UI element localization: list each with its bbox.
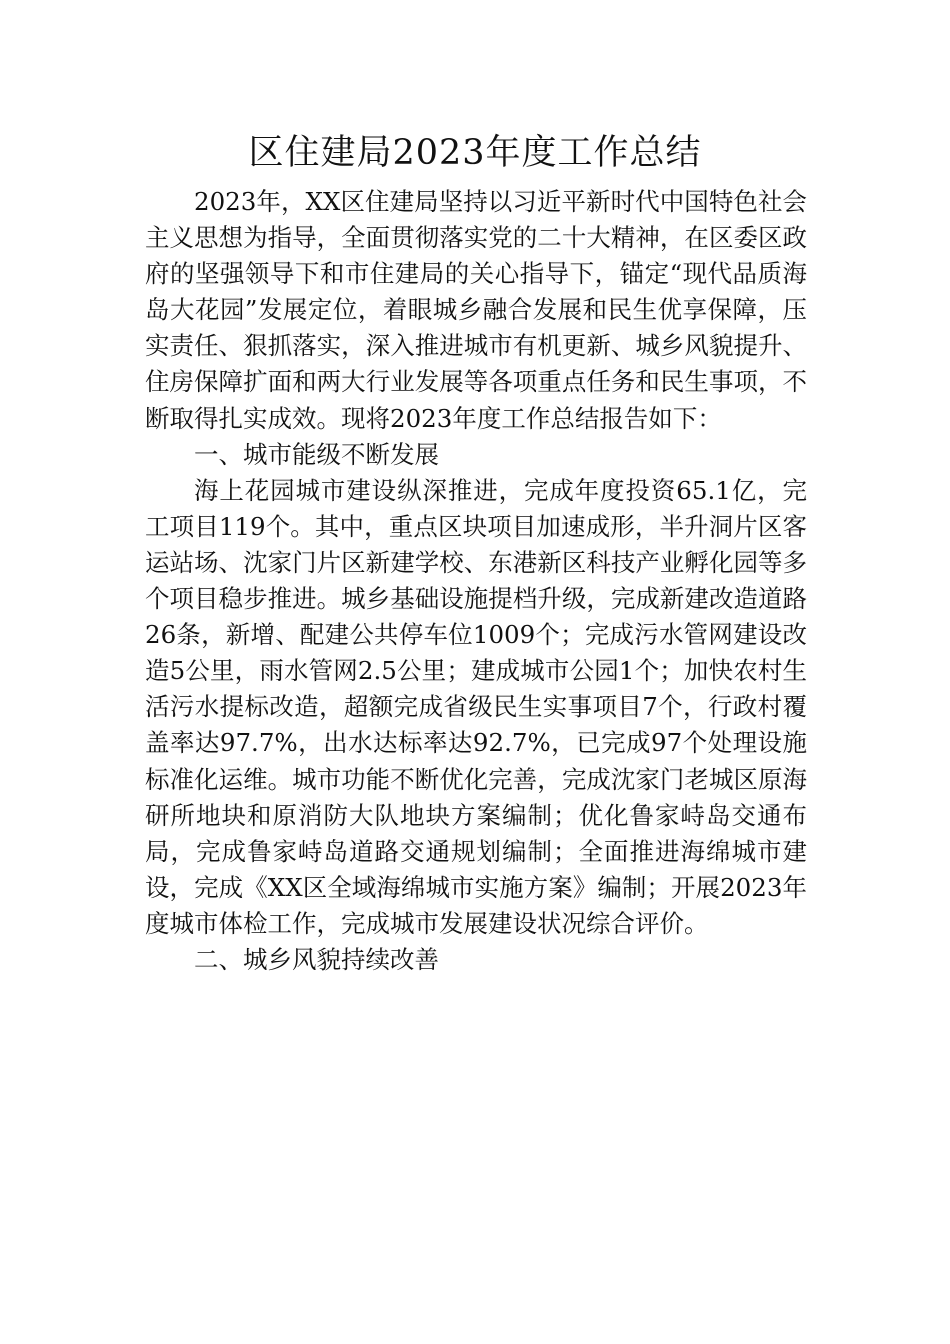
section-heading-2: 二、城乡风貌持续改善 [194,944,439,974]
document-body [145,184,807,978]
intro-paragraph: 2023年，XX区住建局坚持以习近平新时代中国特色社会主义思想为指导，全面贯彻落实党的二十大精神，在区委区政府的坚强领导下和市住建局的关心指导下，锚定“现代品质海岛大花园”发展定位，着眼城乡融合发展和民生优享保障，压实责任、狠抓落实，深入推进城市有机更新、城乡风貌提升、住房保障扩面和两大行业发展等各项重点任务和民生事项，不断取得扎实成效。现将2023年度工作总结报告如下： [145,187,807,433]
section-heading-1: 一、城市能级不断发展 [194,439,439,469]
section-1-paragraph: 海上花园城市建设纵深推进，完成年度投资65.1亿，完工项目119个。其中，重点区块项目加速成形，半升洞片区客运站场、沈家门片区新建学校、东港新区科技产业孵化园等多个项目稳步推进。城乡基础设施提档升级，完成新建改造道路26条，新增、配建公共停车位1009个；完成污水管网建设改造5公里，雨水管网2.5公里；建成城市公园1个；加快农村生活污水提标改造，超额完成省级民生实事项目7个，行政村覆盖率达97.7%，出水达标率达92.7%，已完成97个处理设施标准化运维。城市功能不断优化完善，完成沈家门老城区原海研所地块和原消防大队地块方案编制；优化鲁家峙岛交通布局，完成鲁家峙岛道路交通规划编制；全面推进海绵城市建设，完成《XX区全域海绵城市实施方案》编制；开展2023年度城市体检工作，完成城市发展建设状况综合评价。 [145,475,807,938]
document-title: 区住建局2023年度工作总结 [248,133,702,173]
